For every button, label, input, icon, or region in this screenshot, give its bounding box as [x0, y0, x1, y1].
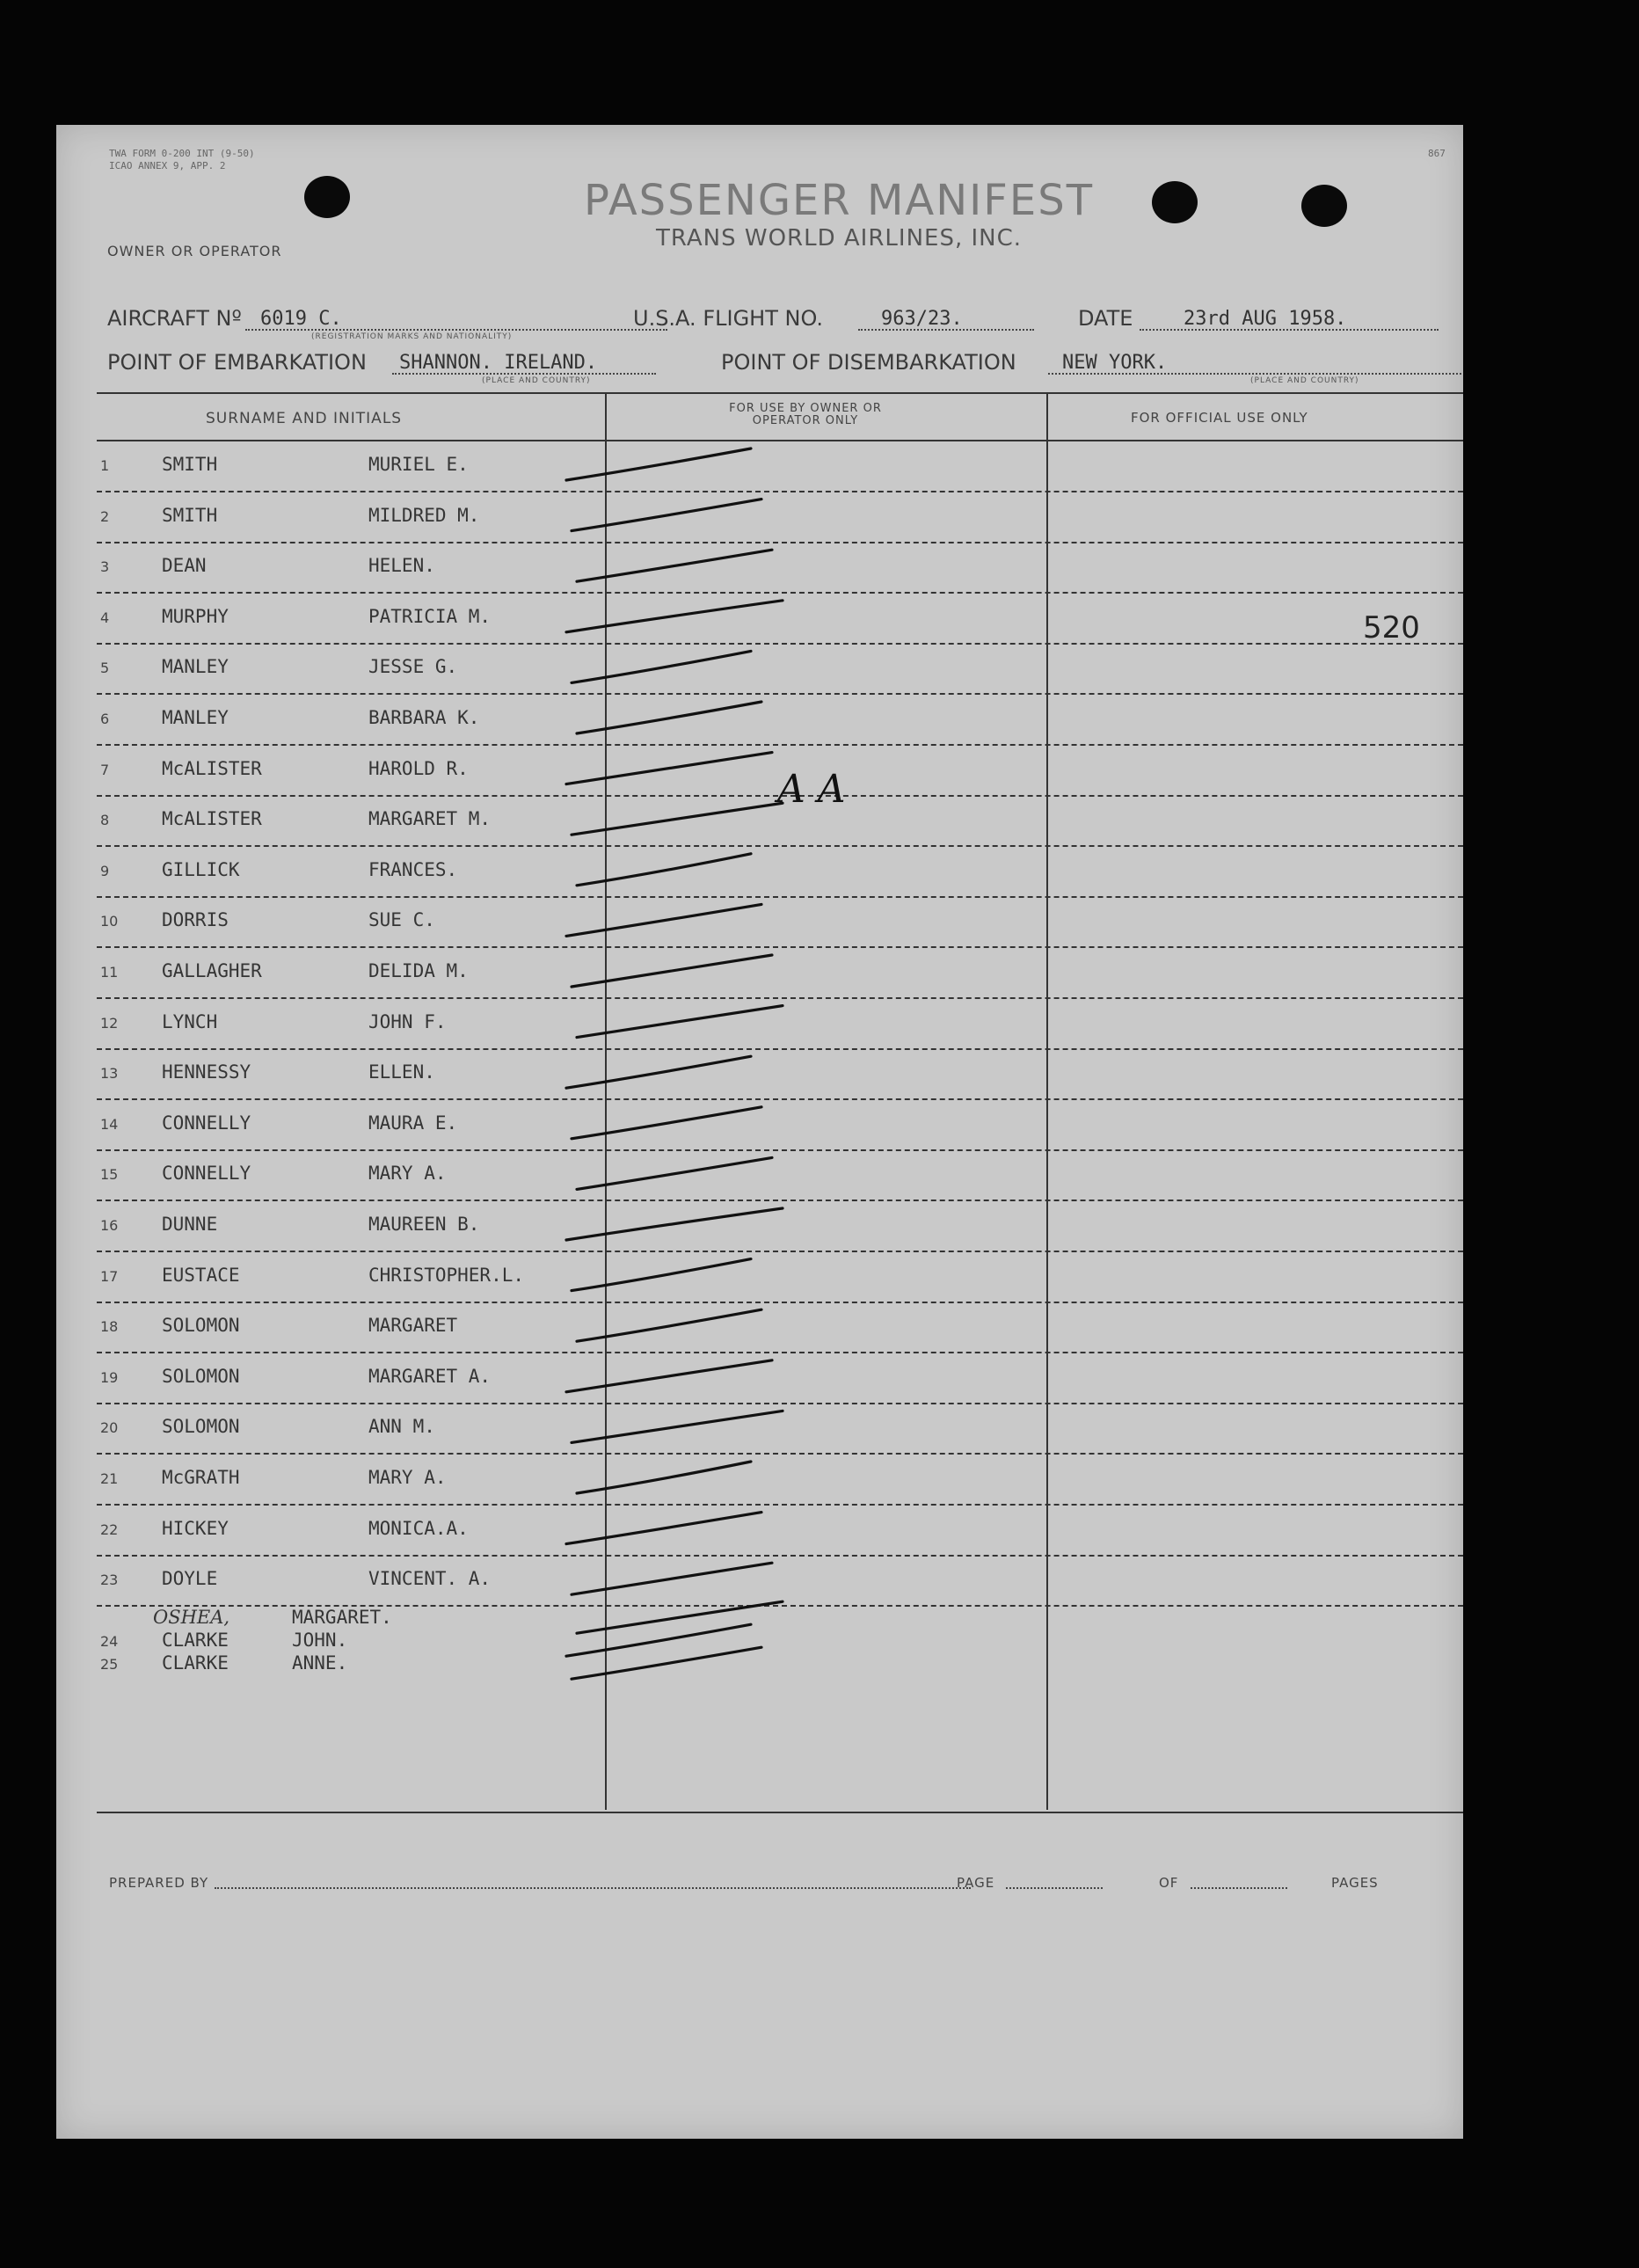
passenger-surname: McALISTER [162, 757, 262, 779]
row-number: 2 [100, 507, 110, 525]
row-number: 14 [100, 1115, 119, 1133]
check-slash [566, 1513, 761, 1544]
check-slash [577, 854, 751, 886]
row-number: 11 [100, 964, 119, 981]
row-number: 3 [100, 558, 110, 576]
passenger-surname: DOYLE [162, 1568, 218, 1590]
passenger-given-names: MARY A. [368, 1163, 447, 1185]
prepared-by-underline [215, 1887, 971, 1889]
row-number: 4 [100, 609, 110, 626]
check-slash [577, 1309, 761, 1341]
passenger-surname: McALISTER [162, 808, 262, 830]
passenger-surname: SMITH [162, 454, 218, 475]
passenger-given-names: BARBARA K. [368, 707, 480, 728]
check-slash [566, 753, 772, 784]
passenger-surname: CLARKE [162, 1652, 229, 1674]
passenger-surname: OSHEA, [153, 1607, 230, 1629]
passenger-given-names: ANNE. [292, 1652, 348, 1674]
passenger-surname: DEAN [162, 555, 207, 577]
passenger-surname: MANLEY [162, 656, 229, 678]
row-number: 1 [100, 457, 110, 474]
row-number: 15 [100, 1166, 119, 1184]
table-bottom-rule [97, 1812, 1463, 1813]
passenger-given-names: MARGARET A. [368, 1365, 492, 1387]
row-number: 13 [100, 1065, 119, 1083]
passenger-given-names: ELLEN. [368, 1061, 435, 1083]
row-number: 12 [100, 1014, 119, 1032]
passenger-surname: DORRIS [162, 909, 229, 931]
check-slash [577, 702, 761, 733]
passenger-given-names: CHRISTOPHER.L. [368, 1264, 525, 1286]
check-slash [572, 803, 783, 835]
check-slash [566, 904, 761, 936]
row-number: 22 [100, 1521, 119, 1538]
passenger-given-names: FRANCES. [368, 858, 458, 880]
flight-value: 963/23. [881, 308, 963, 330]
passenger-surname: SMITH [162, 504, 218, 526]
passenger-given-names: SUE C. [368, 909, 435, 931]
passenger-surname: HICKEY [162, 1517, 229, 1539]
check-slash [577, 550, 772, 581]
check-slash [566, 448, 751, 480]
passenger-surname: DUNNE [162, 1214, 218, 1235]
check-slash [572, 955, 772, 987]
check-slash [572, 1259, 751, 1291]
col-header-owner: FOR USE BY OWNER OR OPERATOR ONLY [729, 402, 882, 427]
corner-number: 867 [1428, 148, 1446, 159]
check-slash [566, 1360, 772, 1392]
row-number: 10 [100, 913, 119, 930]
passenger-given-names: HAROLD R. [368, 757, 469, 779]
of-label: OF [1159, 1875, 1179, 1891]
row-number: 23 [100, 1572, 119, 1589]
date-value: 23rd AUG 1958. [1184, 308, 1347, 330]
row-number: 18 [100, 1318, 119, 1336]
form-code: TWA FORM 0-200 INT (9-50) [109, 148, 255, 159]
airline-name: TRANS WORLD AIRLINES, INC. [655, 225, 1023, 252]
passenger-surname: EUSTACE [162, 1264, 240, 1286]
passenger-given-names: ANN M. [368, 1416, 435, 1438]
aircraft-caption: (REGISTRATION MARKS AND NATIONALITY) [311, 332, 513, 341]
official-note: 520 [1363, 610, 1420, 645]
passenger-given-names: MURIEL E. [368, 454, 469, 475]
owner-label: OWNER OR OPERATOR [107, 243, 282, 259]
check-slash [577, 1462, 751, 1493]
passenger-given-names: MAUREEN B. [368, 1214, 480, 1235]
passenger-surname: SOLOMON [162, 1315, 240, 1337]
passenger-surname: LYNCH [162, 1010, 218, 1032]
page-underline [1006, 1887, 1103, 1889]
col-header-surname: SURNAME AND INITIALS [206, 410, 403, 427]
passenger-given-names: MONICA.A. [368, 1517, 469, 1539]
prepared-by-label: PREPARED BY [109, 1875, 209, 1891]
passenger-given-names: JOHN. [292, 1630, 348, 1652]
passenger-given-names: MARGARET [368, 1315, 458, 1337]
passenger-given-names: MARGARET. [292, 1607, 392, 1629]
row-number: 6 [100, 711, 110, 727]
passenger-given-names: MARGARET M. [368, 808, 492, 830]
check-slash [577, 1157, 772, 1189]
col-header-official: FOR OFFICIAL USE ONLY [1131, 410, 1308, 426]
passenger-surname: SOLOMON [162, 1365, 240, 1387]
of-underline [1191, 1887, 1287, 1889]
passenger-surname: CONNELLY [162, 1112, 251, 1134]
disembarkation-value: NEW YORK. [1062, 352, 1168, 374]
passenger-given-names: MARY A. [368, 1467, 447, 1488]
embarkation-value: SHANNON. IRELAND. [399, 352, 598, 374]
row-number: 7 [100, 761, 110, 778]
check-slash [572, 1107, 761, 1139]
pages-label: PAGES [1331, 1875, 1379, 1891]
passenger-given-names: VINCENT. A. [368, 1568, 492, 1590]
check-slash [572, 500, 761, 531]
passenger-surname: CLARKE [162, 1630, 229, 1652]
aircraft-label: AIRCRAFT Nº [107, 306, 242, 331]
row-number: 17 [100, 1267, 119, 1285]
row-number: 5 [100, 660, 110, 677]
passenger-surname: MURPHY [162, 605, 229, 627]
row-number: 20 [100, 1419, 119, 1437]
passenger-surname: McGRATH [162, 1467, 240, 1488]
passenger-surname: MANLEY [162, 707, 229, 728]
passenger-given-names: MAURA E. [368, 1112, 458, 1134]
page-title: PASSENGER MANIFEST [583, 176, 1095, 225]
disembarkation-label: POINT OF DISEMBARKATION [721, 350, 1016, 375]
check-slash [566, 601, 783, 632]
check-slash [577, 1601, 783, 1633]
flight-label: U.S.A. FLIGHT NO. [633, 306, 823, 331]
form-code-annex: ICAO ANNEX 9, APP. 2 [109, 160, 226, 171]
row-number: 19 [100, 1368, 119, 1386]
handwriting-layer [56, 125, 1463, 2139]
row-number: 16 [100, 1217, 119, 1234]
page-label: PAGE [957, 1875, 995, 1891]
check-slash [572, 1563, 772, 1594]
aircraft-value: 6019 C. [260, 308, 342, 330]
check-slash [566, 1056, 751, 1088]
embarkation-caption: (PLACE AND COUNTRY) [482, 376, 591, 385]
check-slash [572, 1411, 783, 1442]
manifest-sheet [56, 125, 1463, 2139]
passenger-given-names: JESSE G. [368, 656, 458, 678]
check-slash [577, 1006, 783, 1038]
date-label: DATE [1078, 306, 1133, 331]
passenger-given-names: MILDRED M. [368, 504, 480, 526]
check-slash [572, 651, 751, 682]
passenger-given-names: JOHN F. [368, 1010, 447, 1032]
row-number: 24 [100, 1633, 119, 1651]
passenger-given-names: DELIDA M. [368, 960, 469, 981]
passenger-given-names: HELEN. [368, 555, 435, 577]
passenger-surname: HENNESSY [162, 1061, 251, 1083]
passenger-surname: GALLAGHER [162, 960, 262, 981]
passenger-surname: GILLICK [162, 858, 240, 880]
row-number: 21 [100, 1470, 119, 1487]
disembarkation-caption: (PLACE AND COUNTRY) [1250, 376, 1359, 385]
passenger-given-names: PATRICIA M. [368, 605, 492, 627]
passenger-surname: SOLOMON [162, 1416, 240, 1438]
check-slash [566, 1208, 783, 1240]
row-number: 25 [100, 1656, 119, 1674]
handwritten-mark: A A [777, 767, 846, 812]
row-number: 8 [100, 812, 110, 829]
passenger-surname: CONNELLY [162, 1163, 251, 1185]
embarkation-label: POINT OF EMBARKATION [107, 350, 367, 375]
row-number: 9 [100, 862, 110, 879]
